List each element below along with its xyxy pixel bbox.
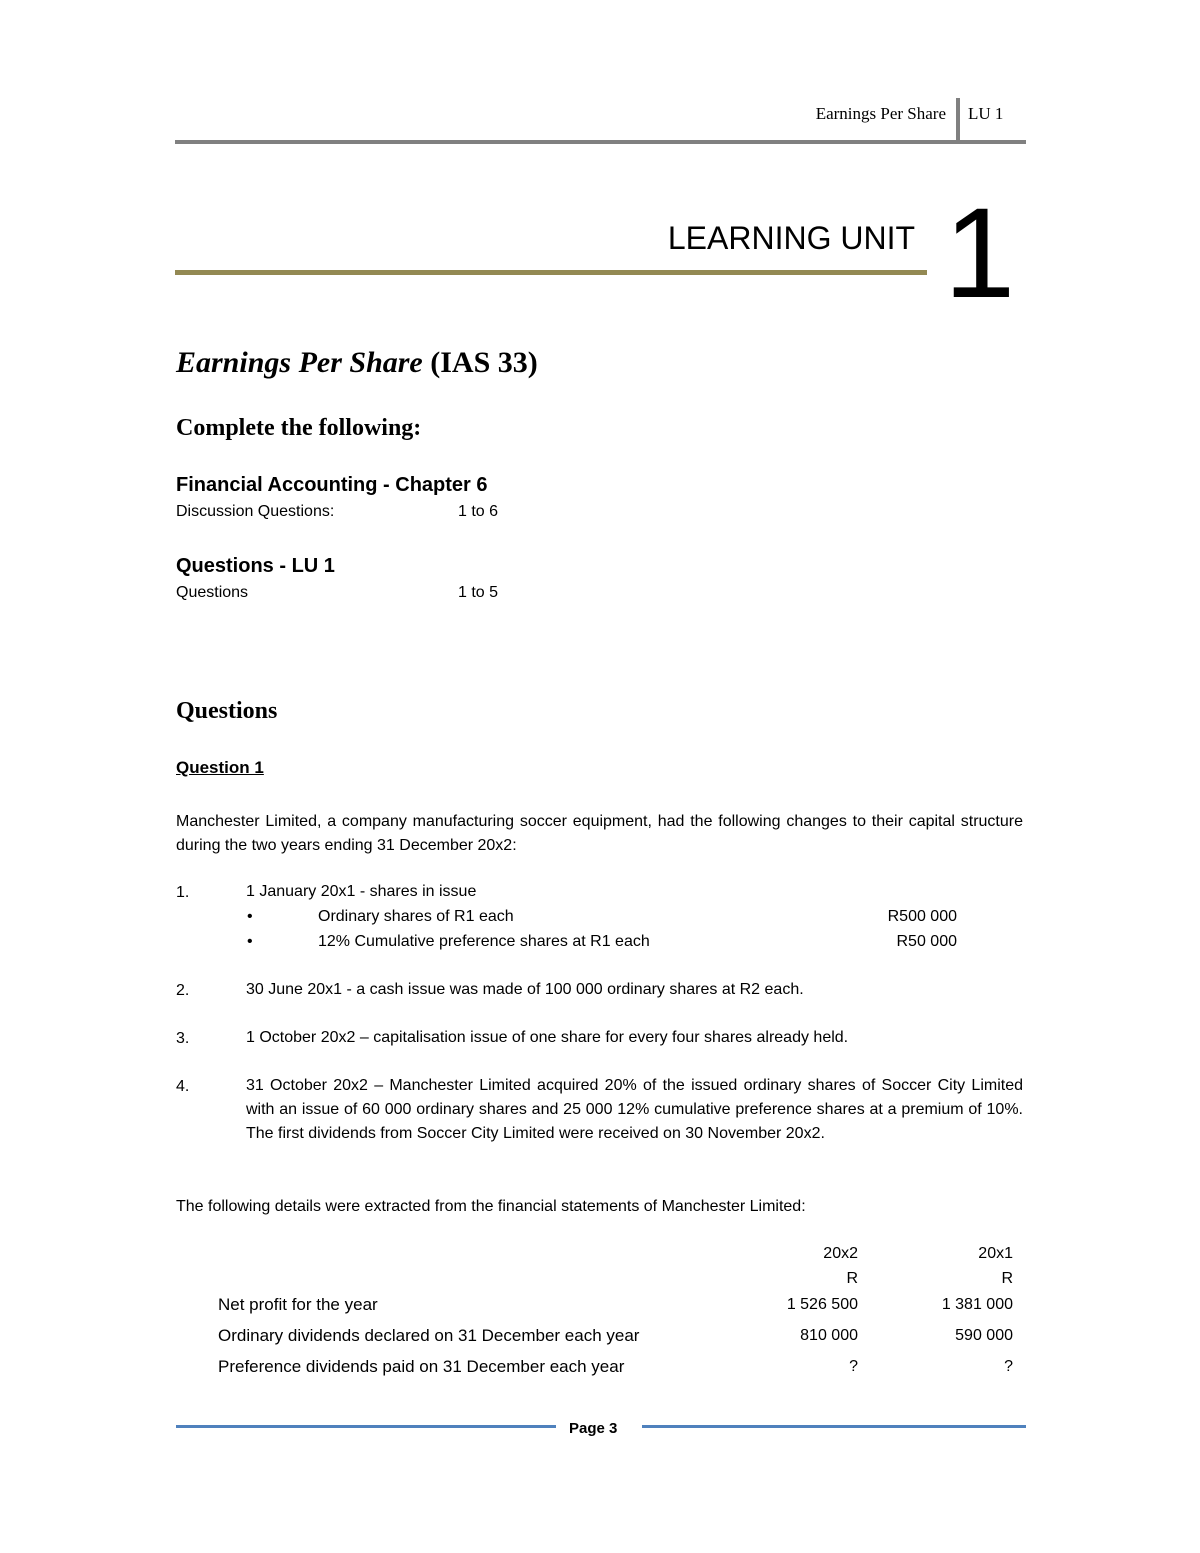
list-item-number: 3. <box>176 1030 190 1047</box>
header-rule <box>175 140 1026 144</box>
table-cell: 1 526 500 <box>786 1296 858 1313</box>
list-item-text: 30 June 20x1 - a cash issue was made of 100 000 ordinary shares at R2 each. <box>246 981 804 998</box>
section-heading-lu: Questions - LU 1 <box>176 555 335 577</box>
footer-rule-left <box>176 1425 556 1428</box>
list-item-number: 4. <box>176 1078 190 1095</box>
question-1-heading: Question 1 <box>176 758 264 777</box>
page-title-rest: (IAS 33) <box>422 346 538 379</box>
bullet-amount: R500 000 <box>887 908 957 925</box>
list-item-text: 31 October 20x2 – Manchester Limited acquired 20% of the issued ordinary shares of Soccer City Limited with an issue of 60 000 ordinary shares and 25 000 12% cumulative preference shares at a premium of 10%. The first dividends from Soccer City Limited were received on 30 November 20x2. <box>246 1077 1023 1142</box>
running-header-title: Earnings Per Share <box>815 104 946 123</box>
questions-heading: Questions <box>176 698 278 724</box>
question-1-intro: Manchester Limited, a company manufacturing soccer equipment, had the following changes to their capital structure during the two years ending 31 December 20x2: <box>176 813 1023 854</box>
bullet-text: Ordinary shares of R1 each <box>318 908 514 925</box>
table-row-label: Net profit for the year <box>218 1295 378 1314</box>
learning-unit-number: 1 <box>944 182 1016 325</box>
list-item-text: 1 January 20x1 - shares in issue <box>246 883 477 900</box>
column-currency: R <box>1001 1270 1013 1287</box>
list-item-number: 2. <box>176 982 190 999</box>
bullet-amount: R50 000 <box>896 933 957 950</box>
list-item-text: 1 October 20x2 – capitalisation issue of one share for every four shares already held. <box>246 1029 849 1046</box>
footer-rule-right <box>642 1425 1026 1428</box>
questions-label: Questions <box>176 584 249 601</box>
table-cell: 1 381 000 <box>941 1296 1013 1313</box>
complete-heading: Complete the following: <box>176 415 422 441</box>
column-header: 20x1 <box>978 1245 1013 1262</box>
extract-intro: The following details were extracted from the financial statements of Manchester Limited: <box>176 1198 806 1215</box>
page-title <box>176 346 538 380</box>
bullet-text: 12% Cumulative preference shares at R1 each <box>318 933 650 950</box>
discussion-questions-label: Discussion Questions: <box>176 503 335 520</box>
learning-unit-rule <box>175 270 927 275</box>
bullet-icon: • <box>247 908 253 925</box>
discussion-questions-value: 1 to 6 <box>458 503 499 520</box>
table-row-label: Preference dividends paid on 31 December each year <box>218 1357 625 1376</box>
table-cell: ? <box>849 1358 858 1375</box>
table-cell: 590 000 <box>955 1327 1013 1344</box>
learning-unit-label: LEARNING UNIT <box>667 220 915 256</box>
column-currency: R <box>846 1270 858 1287</box>
page-number: Page 3 <box>569 1420 618 1437</box>
table-cell: ? <box>1004 1358 1013 1375</box>
questions-value: 1 to 5 <box>458 584 499 601</box>
page-title-italic: Earnings Per Share <box>176 346 423 379</box>
table-row-label: Ordinary dividends declared on 31 December each year <box>218 1326 640 1345</box>
header-divider <box>956 98 960 142</box>
list-item-number: 1. <box>176 884 190 901</box>
table-cell: 810 000 <box>800 1327 858 1344</box>
section-heading-chapter: Financial Accounting - Chapter 6 <box>176 474 488 496</box>
running-header-unit: LU 1 <box>968 104 1004 123</box>
bullet-icon: • <box>247 933 253 950</box>
column-header: 20x2 <box>823 1245 858 1262</box>
